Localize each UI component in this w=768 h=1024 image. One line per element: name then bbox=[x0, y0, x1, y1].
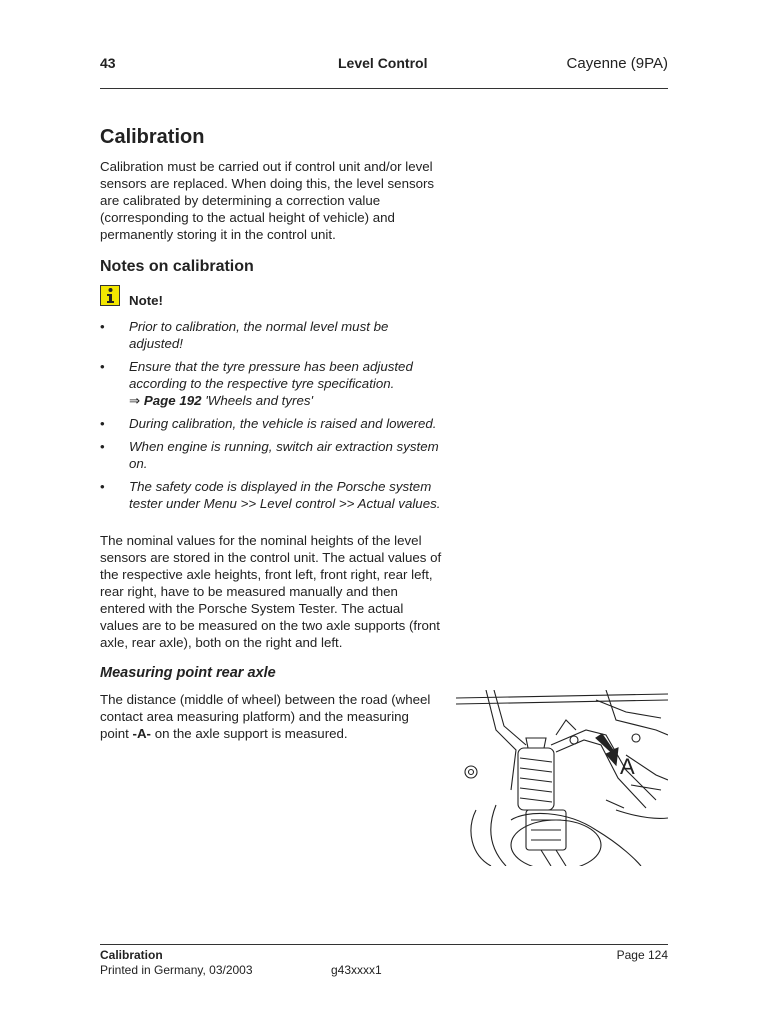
reference-arrow-icon: ⇒ bbox=[129, 393, 141, 408]
footer-section: Calibration bbox=[100, 948, 163, 962]
list-item bbox=[100, 415, 445, 432]
chapter-title: Level Control bbox=[338, 55, 428, 71]
list-item-text: When engine is running, switch air extraction system on. bbox=[129, 439, 439, 471]
list-item bbox=[100, 438, 445, 472]
measuring-paragraph bbox=[100, 691, 440, 742]
bullet-marker: • bbox=[100, 359, 105, 374]
bullet-marker: • bbox=[100, 439, 105, 454]
figure-label-a: A bbox=[620, 754, 635, 779]
vehicle-model: Cayenne (9PA) bbox=[566, 55, 668, 72]
bullet-marker: • bbox=[100, 416, 105, 431]
header-divider bbox=[100, 88, 668, 89]
bullet-marker: • bbox=[100, 319, 105, 334]
list-item bbox=[100, 478, 445, 512]
measuring-text-after: on the axle support is measured. bbox=[151, 726, 348, 741]
footer-printed: Printed in Germany, 03/2003 bbox=[100, 963, 253, 977]
page-number: Page 124 bbox=[616, 948, 668, 962]
chapter-number: 43 bbox=[100, 55, 116, 71]
measuring-text-before: The distance (middle of wheel) between the road (wheel contact area measuring platform) and the measuring point bbox=[100, 692, 431, 741]
notes-list bbox=[100, 318, 445, 518]
list-item-text: The safety code is displayed in the Porsche system tester under Menu >> Level control >> Actual values. bbox=[129, 479, 441, 511]
measuring-point-label: -A- bbox=[132, 726, 151, 741]
bullet-marker: • bbox=[100, 479, 105, 494]
footer-code: g43xxxx1 bbox=[331, 963, 382, 977]
section-title: Calibration bbox=[100, 126, 205, 148]
page-reference[interactable] bbox=[129, 392, 445, 409]
rear-axle-illustration bbox=[456, 690, 668, 866]
list-item bbox=[100, 318, 445, 352]
reference-text: 'Wheels and tyres' bbox=[205, 393, 314, 408]
list-item-text: Ensure that the tyre pressure has been adjusted according to the respective tyre specification. bbox=[129, 359, 413, 391]
list-item-text: Prior to calibration, the normal level must be adjusted! bbox=[129, 319, 389, 351]
nominal-values-paragraph: The nominal values for the nominal heights of the level sensors are stored in the control unit. The actual values of the respective axle heights, front left, front right, rear left, rear right, have to be measured manually and then entered with the Porsche System Tester. The actual values are to be measured on the two axle supports (front axle, rear axle), both on the right and left. bbox=[100, 533, 442, 650]
page-header bbox=[100, 55, 668, 75]
notes-heading: Notes on calibration bbox=[100, 258, 254, 275]
footer-divider bbox=[100, 944, 668, 945]
intro-paragraph: Calibration must be carried out if control unit and/or level sensors are replaced. When doing this, the level sensors are calibrated by determining a correction value (corresponding to the actual height of vehicle) and permanently storing it in the control unit. bbox=[100, 159, 435, 242]
list-item bbox=[100, 358, 445, 409]
measuring-heading: Measuring point rear axle bbox=[100, 665, 276, 681]
info-icon bbox=[100, 285, 120, 306]
list-item-text: During calibration, the vehicle is raised and lowered. bbox=[129, 416, 437, 431]
note-label: Note! bbox=[129, 293, 163, 308]
reference-page-link[interactable]: Page 192 bbox=[143, 393, 202, 408]
page-footer bbox=[100, 948, 253, 978]
